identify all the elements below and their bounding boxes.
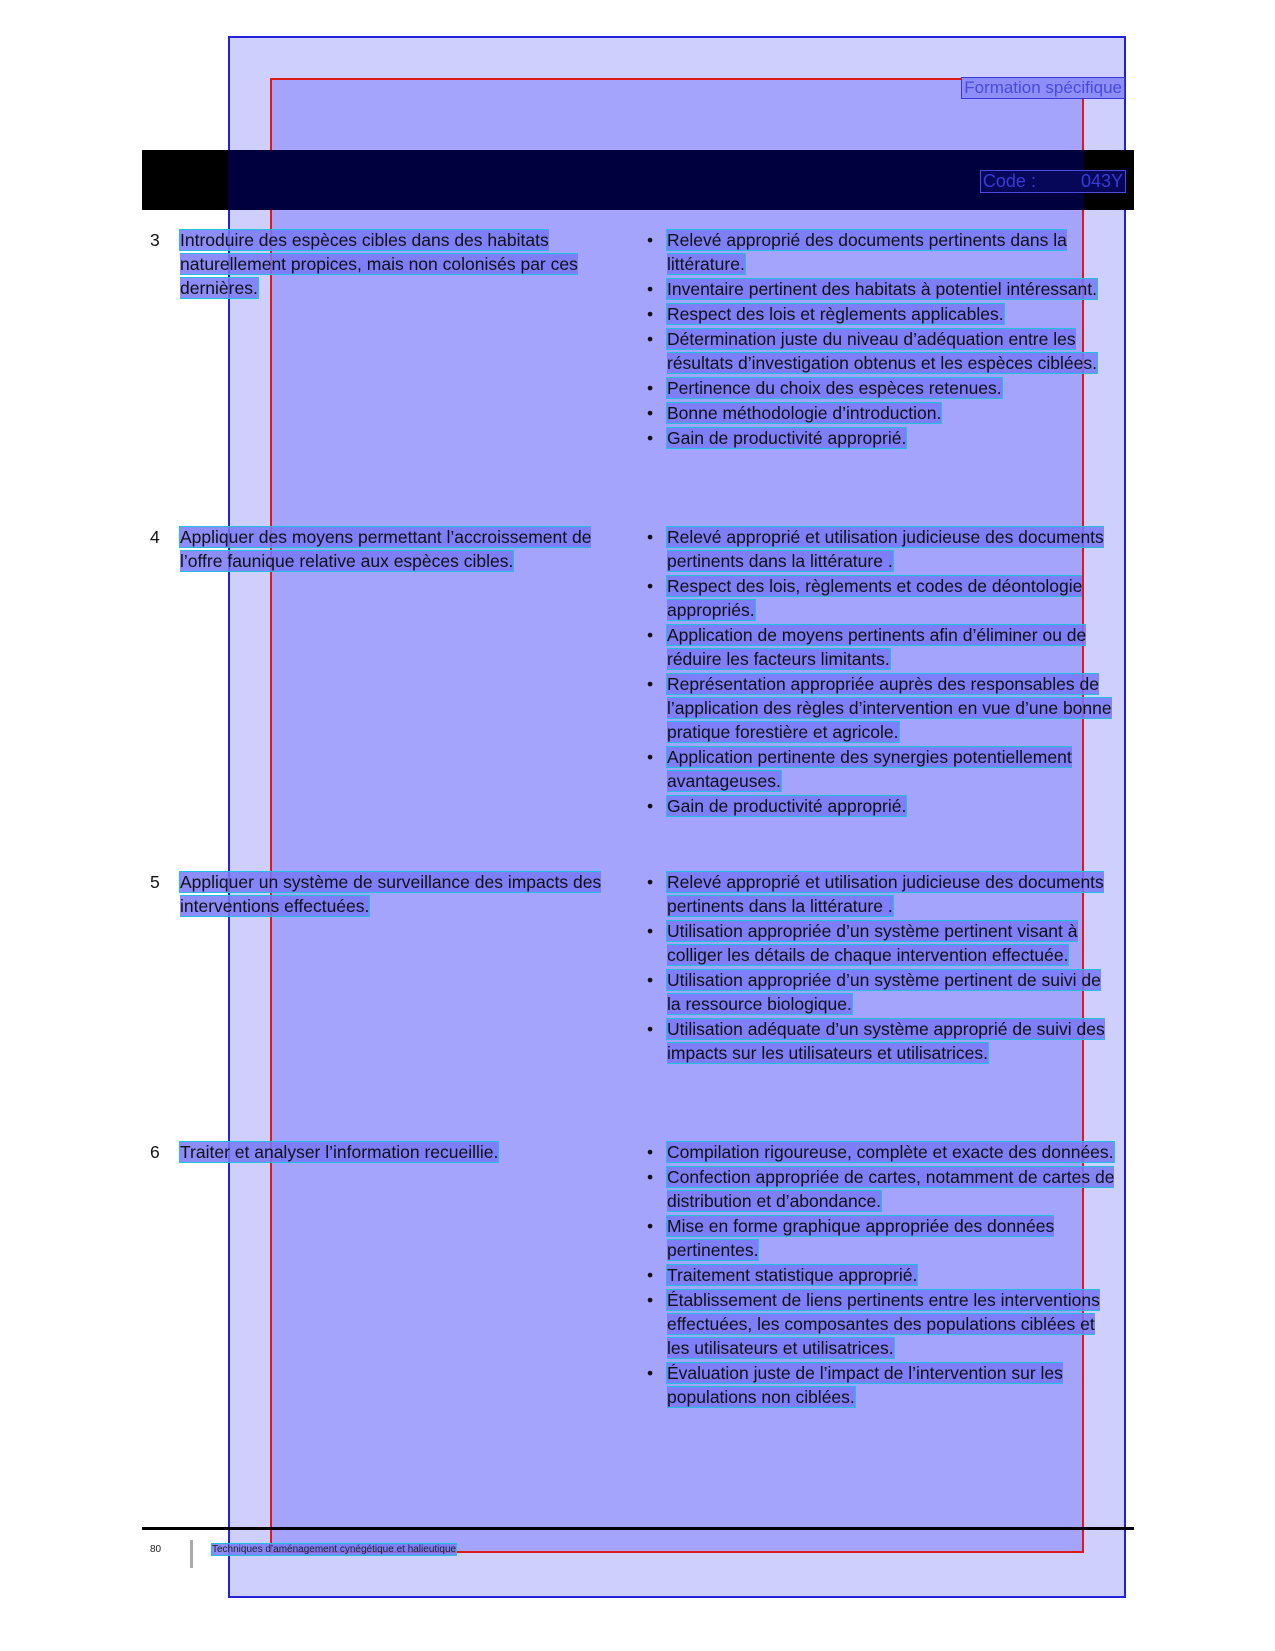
competency-text: Appliquer des moyens permettant l’accroissement de l’offre faunique relative aux espèces cibles.	[180, 527, 592, 571]
criterion-item: • Évaluation juste de l’impact de l’intervention sur les populations non ciblées.	[645, 1361, 1115, 1409]
element-number: 5	[150, 872, 160, 892]
criteria-list	[645, 870, 1115, 1066]
page-number: 80	[150, 1544, 162, 1555]
program-code: Code : 043Y	[980, 170, 1126, 193]
competency-text: Traiter et analyser l’information recueillie.	[180, 1142, 499, 1162]
criterion-item: • Compilation rigoureuse, complète et exacte des données.	[645, 1140, 1115, 1164]
criterion-item: • Confection appropriée de cartes, notamment de cartes de distribution et d’abondance.	[645, 1165, 1115, 1213]
competency-text: Appliquer un système de surveillance des impacts des interventions effectuées.	[180, 872, 602, 916]
program-title: Techniques d’aménagement cynégétique et halieutique	[212, 1544, 457, 1555]
criterion-item: • Pertinence du choix des espèces retenues.	[645, 376, 1115, 400]
element-number: 3	[150, 230, 160, 250]
criterion-item: • Relevé approprié et utilisation judicieuse des documents pertinents dans la littérature .	[645, 870, 1115, 918]
criterion-item: • Représentation appropriée auprès des responsables de l’application des règles d’intervention en vue d’une bonne pratique forestière et agricole.	[645, 672, 1115, 744]
criteria-list	[645, 1140, 1115, 1410]
criterion-item: • Respect des lois, règlements et codes de déontologie appropriés.	[645, 574, 1115, 622]
criterion-item: • Bonne méthodologie d’introduction.	[645, 401, 1115, 425]
criterion-item: • Respect des lois et règlements applicables.	[645, 302, 1115, 326]
criterion-item: • Gain de productivité approprié.	[645, 426, 1115, 450]
criteria-list	[645, 228, 1115, 451]
criterion-item: • Application de moyens pertinents afin d’éliminer ou de réduire les facteurs limitants.	[645, 623, 1115, 671]
header-band-overlay	[228, 150, 1084, 210]
criterion-item: • Traitement statistique approprié.	[645, 1263, 1115, 1287]
criterion-item: • Inventaire pertinent des habitats à potentiel intéressant.	[645, 277, 1115, 301]
criterion-item: • Utilisation appropriée d’un système pertinent visant à colliger les détails de chaque intervention effectuée.	[645, 919, 1115, 967]
criterion-item: • Utilisation appropriée d’un système pertinent de suivi de la ressource biologique.	[645, 968, 1115, 1016]
element-number: 6	[150, 1142, 160, 1162]
competency-text: Introduire des espèces cibles dans des habitats naturellement propices, mais non colonisés par ces dernières.	[180, 230, 578, 298]
criterion-item: • Application pertinente des synergies potentiellement avantageuses.	[645, 745, 1115, 793]
criterion-item: • Relevé approprié des documents pertinents dans la littérature.	[645, 228, 1115, 276]
section-header: Formation spécifique	[961, 77, 1125, 99]
footer-separator	[190, 1540, 193, 1568]
criterion-item: • Utilisation adéquate d’un système approprié de suivi des impacts sur les utilisateurs et utilisatrices.	[645, 1017, 1115, 1065]
criterion-item: • Gain de productivité approprié.	[645, 794, 1115, 818]
criterion-item: • Mise en forme graphique appropriée des données pertinentes.	[645, 1214, 1115, 1262]
criterion-item: • Détermination juste du niveau d’adéquation entre les résultats d’investigation obtenus et les espèces ciblées.	[645, 327, 1115, 375]
footer-rule	[142, 1527, 1134, 1530]
element-number: 4	[150, 527, 160, 547]
criteria-list	[645, 525, 1115, 819]
criterion-item: • Relevé approprié et utilisation judicieuse des documents pertinents dans la littérature .	[645, 525, 1115, 573]
criterion-item: • Établissement de liens pertinents entre les interventions effectuées, les composantes des populations ciblées et les utilisateurs et utilisatrices.	[645, 1288, 1115, 1360]
